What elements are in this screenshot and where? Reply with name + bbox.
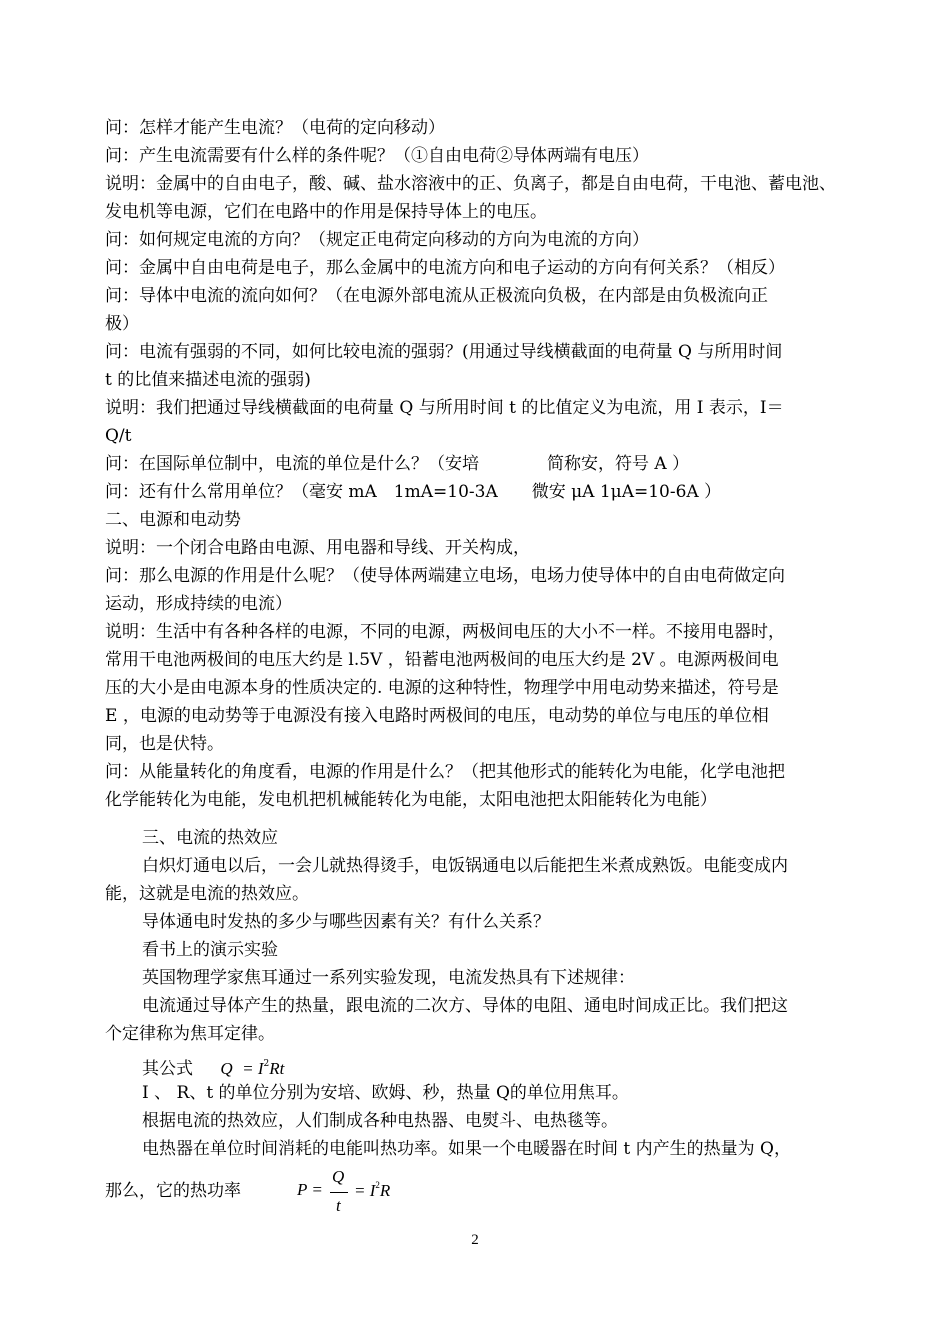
- text-line: 问：产生电流需要有什么样的条件呢？（①自由电荷②导体两端有电压）: [105, 146, 649, 166]
- text-line: 问：怎样才能产生电流？（电荷的定向移动）: [105, 118, 445, 138]
- page-number: 2: [471, 1232, 479, 1248]
- paragraph-line: 那么，它的热功率: [105, 1181, 241, 1201]
- paragraph-line: 白炽灯通电以后，一会儿就热得烫手，电饭锅通电以后能把生米煮成熟饭。电能变成内: [142, 856, 788, 876]
- text-line: 问：那么电源的作用是什么呢？（使导体两端建立电场，电场力使导体中的自由电荷做定向: [105, 566, 785, 586]
- formula2-rhs-text: = I: [354, 1181, 376, 1200]
- paragraph-line: 看书上的演示实验: [142, 940, 278, 960]
- paragraph-line: 电流通过导体产生的热量，跟电流的二次方、导体的电阻、通电时间成正比。我们把这: [142, 996, 788, 1016]
- formula2-rhs: [354, 1180, 390, 1201]
- text-line: 问：在国际单位制中，电流的单位是什么？（安培 简称安，符号 A ）: [105, 454, 690, 474]
- paragraph-line: 导体通电时发热的多少与哪些因素有关？有什么关系？: [142, 912, 550, 932]
- formula-label: 其公式: [142, 1059, 193, 1079]
- fraction-bar: [330, 1192, 348, 1193]
- text-line: 压的大小是由电源本身的性质决定的. 电源的这种特性，物理学中用电动势来描述，符号是: [105, 678, 779, 698]
- text-line: 同，也是伏特。: [105, 734, 224, 754]
- formula-rhs: = I: [242, 1059, 264, 1078]
- formula2-lhs: P =: [297, 1180, 323, 1199]
- paragraph-line: I 、 R、t 的单位分别为安培、欧姆、秒，热量 Q的单位用焦耳。: [142, 1083, 629, 1103]
- text-line: Q/t: [105, 426, 132, 446]
- text-line: 说明：生活中有各种各样的电源，不同的电源，两极间电压的大小不一样。不接用电器时，: [105, 622, 785, 642]
- formula-q: Q: [220, 1059, 233, 1078]
- paragraph-line: 个定律称为焦耳定律。: [105, 1024, 275, 1044]
- formula-line: [142, 1051, 284, 1077]
- section-heading: 三、电流的热效应: [142, 828, 278, 848]
- text-line: 问：从能量转化的角度看，电源的作用是什么？（把其他形式的能转化为电能，化学电池把: [105, 762, 785, 782]
- text-line: 说明：我们把通过导线横截面的电荷量 Q 与所用时间 t 的比值定义为电流，用 I 表示，I＝: [105, 398, 784, 418]
- formula2-denominator: t: [336, 1196, 341, 1215]
- text-line: E ，电源的电动势等于电源没有接入电路时两极间的电压，电动势的单位与电压的单位相: [105, 706, 769, 726]
- paragraph-line: 电热器在单位时间消耗的电能叫热功率。如果一个电暖器在时间 t 内产生的热量为 Q，: [142, 1139, 791, 1159]
- paragraph-line: 英国物理学家焦耳通过一系列实验发现，电流发热具有下述规律：: [142, 968, 635, 988]
- text-line: 运动，形成持续的电流）: [105, 594, 292, 614]
- text-line: t 的比值来描述电流的强弱): [105, 370, 311, 390]
- paragraph-line: 根据电流的热效应，人们制成各种电热器、电熨斗、电热毯等。: [142, 1111, 618, 1131]
- text-line: 问：如何规定电流的方向？（规定正电荷定向移动的方向为电流的方向）: [105, 230, 649, 250]
- text-line: 说明：金属中的自由电子，酸、碱、盐水溶液中的正、负离子，都是自由电荷，干电池、蓄电池、: [105, 174, 836, 194]
- formula2-numerator: Q: [332, 1167, 345, 1186]
- text-line: 二、电源和电动势: [105, 510, 241, 530]
- text-line: 化学能转化为电能，发电机把机械能转化为电能，太阳电池把太阳能转化为电能）: [105, 790, 717, 810]
- text-line: 发电机等电源，它们在电路中的作用是保持导体上的电压。: [105, 202, 547, 222]
- paragraph-line: 能，这就是电流的热效应。: [105, 884, 309, 904]
- formula-tail: Rt: [269, 1059, 285, 1078]
- text-line: 说明：一个闭合电路由电源、用电器和导线、开关构成，: [105, 538, 530, 558]
- text-line: 问：电流有强弱的不同，如何比较电流的强弱？(用通过导线横截面的电荷量 Q 与所用时间: [105, 342, 783, 362]
- text-line: 常用干电池两极间的电压大约是 l.5V ，铅蓄电池两极间的电压大约是 2V 。电源两极间电: [105, 650, 779, 670]
- text-line: 极）: [105, 314, 139, 334]
- formula2-tail: R: [379, 1181, 391, 1200]
- text-line: 问：金属中自由电荷是电子，那么金属中的电流方向和电子运动的方向有何关系？（相反）: [105, 258, 785, 278]
- formula2-exponent: 2: [375, 1180, 380, 1190]
- text-line: 问：导体中电流的流向如何？（在电源外部电流从正极流向负极，在内部是由负极流向正: [105, 286, 768, 306]
- formula-exponent: 2: [263, 1059, 270, 1069]
- text-line: 问：还有什么常用单位？（毫安 mA 1mA=10-3A 微安 μA 1μA=10-6A ）: [105, 482, 722, 502]
